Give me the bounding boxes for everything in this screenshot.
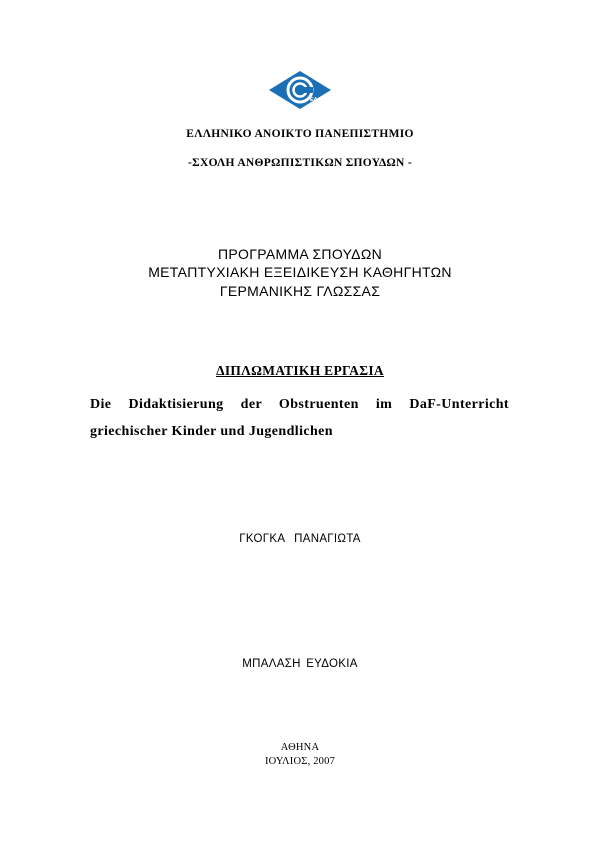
supervisor-name: ΜΠΑΛΑΣΗ ΕΥΔΟΚΙΑ [242, 658, 358, 670]
place: ΑΘΗΝΑ [280, 742, 320, 753]
program-line-3: ΓΕΡΜΑΝΙΚΗΣ ΓΛΩΣΣΑΣ [219, 283, 381, 299]
thesis-title-line-1: Die Didaktisierung der Obstruenten im DaF-Unterricht [90, 397, 509, 412]
logo-ring-gap [299, 87, 313, 93]
thesis-title-line-2: griechischer Kinder und Jugendlichen [90, 424, 333, 439]
university-name: ΕΛΛΗΝΙΚΟ ΑΝΟΙΚΤΟ ΠΑΝΕΠΙΣΤΗΜΙΟ [186, 128, 414, 140]
school-name: -ΣΧΟΛΗ ΑΝΘΡΩΠΙΣΤΙΚΩΝ ΣΠΟΥΔΩΝ - [188, 157, 412, 169]
date: ΙΟΥΛΙΟΣ, 2007 [264, 756, 336, 767]
author-name: ΓΚΟΓΚΑ ΠΑΝΑΓΙΩΤΑ [239, 533, 361, 545]
program-line-2: ΜΕΤΑΠΤΥΧΙΑΚΗ ΕΞΕΙΔΙΚΕΥΣΗ ΚΑΘΗΓΗΤΩΝ [148, 264, 452, 280]
program-line-1: ΠΡΟΓΡΑΜΜΑ ΣΠΟΥΔΩΝ [218, 246, 382, 262]
university-logo-icon [268, 70, 332, 110]
logo-graphic [268, 70, 332, 110]
thesis-label: ΔΙΠΛΩΜΑΤΙΚΗ ΕΡΓΑΣΙΑ [216, 363, 384, 378]
logo-mark: EA [310, 97, 318, 103]
